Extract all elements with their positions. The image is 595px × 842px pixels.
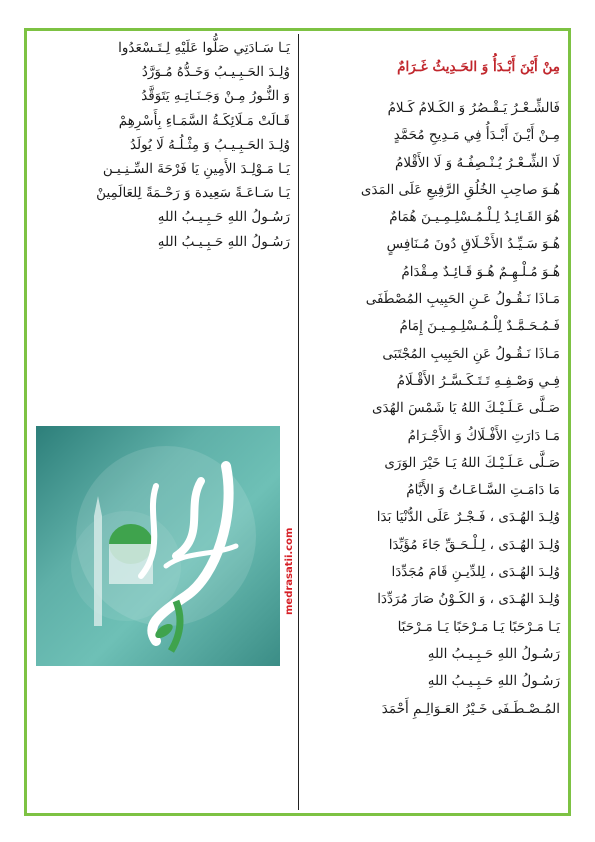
verse-line: رَسُـولُ اللهِ حَـبِـيـبُ اللهِ: [427, 673, 560, 690]
right-verses: [310, 95, 560, 723]
verse-line: فَـمُـحَـمَّـدٌ لِلْـمُـسْلِـمِـيـنَ إِمَامُ: [399, 318, 560, 335]
verse-line: مَـا دَارَتِ الأَفْـلَاكُ وَ الأَجْـرَامُ: [407, 427, 560, 444]
verse-line: يَـا مَـرْحَبًا يَـا مَـرْحَبًا يَـا مَـرْحَبًا: [397, 618, 560, 635]
verse-line: فِـي وَصْـفِـهِ تَـتَـكَـسَّـرُ الأَقْـلَامُ: [396, 372, 560, 389]
column-divider: [298, 34, 299, 810]
verse-line: وُلِـدَ الهُـدَى ، لِـلْـحَـقِّ جَاءَ مُؤَيِّدَا: [388, 536, 560, 553]
verse-line: رَسُـولُ اللهِ حَـبِـيـبُ اللهِ: [157, 209, 290, 226]
verse-line: هُـوَ مُـلْـهِـمٌ هُـوَ قَـائِـدٌ مِـقْدَامُ: [401, 263, 560, 280]
verse-line: هُـوَ صاحِبِ الخُلُقِ الرَّفِيعِ عَلَى المَدَى: [360, 181, 560, 198]
verse-line: مَـاذَا نَـقُـولُ عَنِ الحَبِيبِ المُجْتَبَى: [382, 345, 560, 362]
verse-line: وُلِـدَ الحَـبِـيـبُ وَخَـدُّهُ مُـوَرَّدُ: [141, 64, 290, 81]
verse-line: وُلِـدَ الهُـدَى ، فَـجْـرٌ عَلَى الدُّنْيَا بَدَا: [376, 509, 560, 526]
verse-line: وُلِـدَ الحَـبِـيـبُ وَ مِثْـلُـهُ لَا يُولَدُ: [129, 136, 290, 153]
verse-line: هُوَ القَـائِـدُ لِـلْـمُـسْلِـمِـيـنَ هُمَامٌ: [389, 209, 560, 226]
website-watermark: medrasatii.com: [284, 527, 295, 615]
verse-line: مَا دَامَـتِ السَّـاعَـاتُ وَ الأَيَّامُ: [406, 482, 560, 499]
verse-line: رَسُـولُ اللهِ حَـبِـيـبُ اللهِ: [427, 645, 560, 662]
verse-line: رَسُـولُ اللهِ حَـبِـيـبُ اللهِ: [157, 233, 290, 250]
verse-line: مِـنْ أَيْـنَ أَبْـدَأُ فِي مَـدِيحِ مُحَمَّدٍ: [393, 127, 560, 144]
verse-line: لَا الشِّـعْـرُ يُـنْـصِفُـهُ وَ لَا الأَقْلامُ: [395, 154, 560, 171]
verse-line: هُـوَ سَـيِّـدُ الأَخْـلَاقِ دُونَ مُـنَافِسٍ: [386, 236, 560, 253]
verse-line: يَـا سَـادَتِي صَلُّوا عَلَيْهِ لِـتَـسْعَدُوا: [118, 40, 290, 56]
verse-line: يَـا سَـاعَـةً سَعِيدة وَ رَحْـمَةً لِلعَالَمِينْ: [96, 185, 290, 202]
verse-line: صَـلَّى عَـلَـيْـكَ اللهُ يَا شَمْسَ الهُدَى: [372, 400, 560, 417]
right-column: [310, 56, 560, 723]
prophet-calligraphy-image: [36, 426, 280, 666]
verse-line: وُلِـدَ الهُـدَى ، لِلدِّيـنِ قَامَ مُجَدِّدَا: [391, 564, 560, 581]
left-verses: [40, 36, 290, 254]
calligraphy-illustration: [36, 426, 280, 666]
verse-line: المُـصْـطَـفَى خَـيْرُ العَـوَالِـمِ أَحْمَدَ: [381, 700, 560, 717]
verse-line: فَالشِّـعْـرُ يَـقْـصُرُ وَ الكَـلامُ كَـلامُ: [387, 100, 560, 116]
verse-line: صَـلَّى عَـلَـيْـكَ اللهُ يَـا خَيْرَ الوَرَى: [384, 454, 560, 471]
verse-line: قَـالَتْ مَـلَائِكَـةُ السَّمَـاءِ بِأَسْرِهِمْ: [118, 112, 290, 129]
verse-line: وَ النُّـورُ مِـنْ وَجَـنَـاتِـهِ يَتَوَقَّدُ: [141, 88, 290, 105]
verse-line: يَـا مَـوْلِـدَ الأَمِينِ يَا فَرْحَةَ السِّـنِـيـن: [102, 160, 290, 177]
verse-line: مَـاذَا نَـقُـولُ عَـنِ الحَبِيبِ المُصْطَفَى: [365, 291, 560, 308]
poem-title: مِنْ أَيْنَ أَبْـدَأُ وَ الحَـدِيثُ غَـرَامٌ: [397, 59, 560, 75]
verse-line: وُلِـدَ الهُـدَى ، وَ الكَـوْنُ صَارَ مُرَدِّدَا: [377, 591, 560, 608]
left-column: [40, 36, 290, 254]
